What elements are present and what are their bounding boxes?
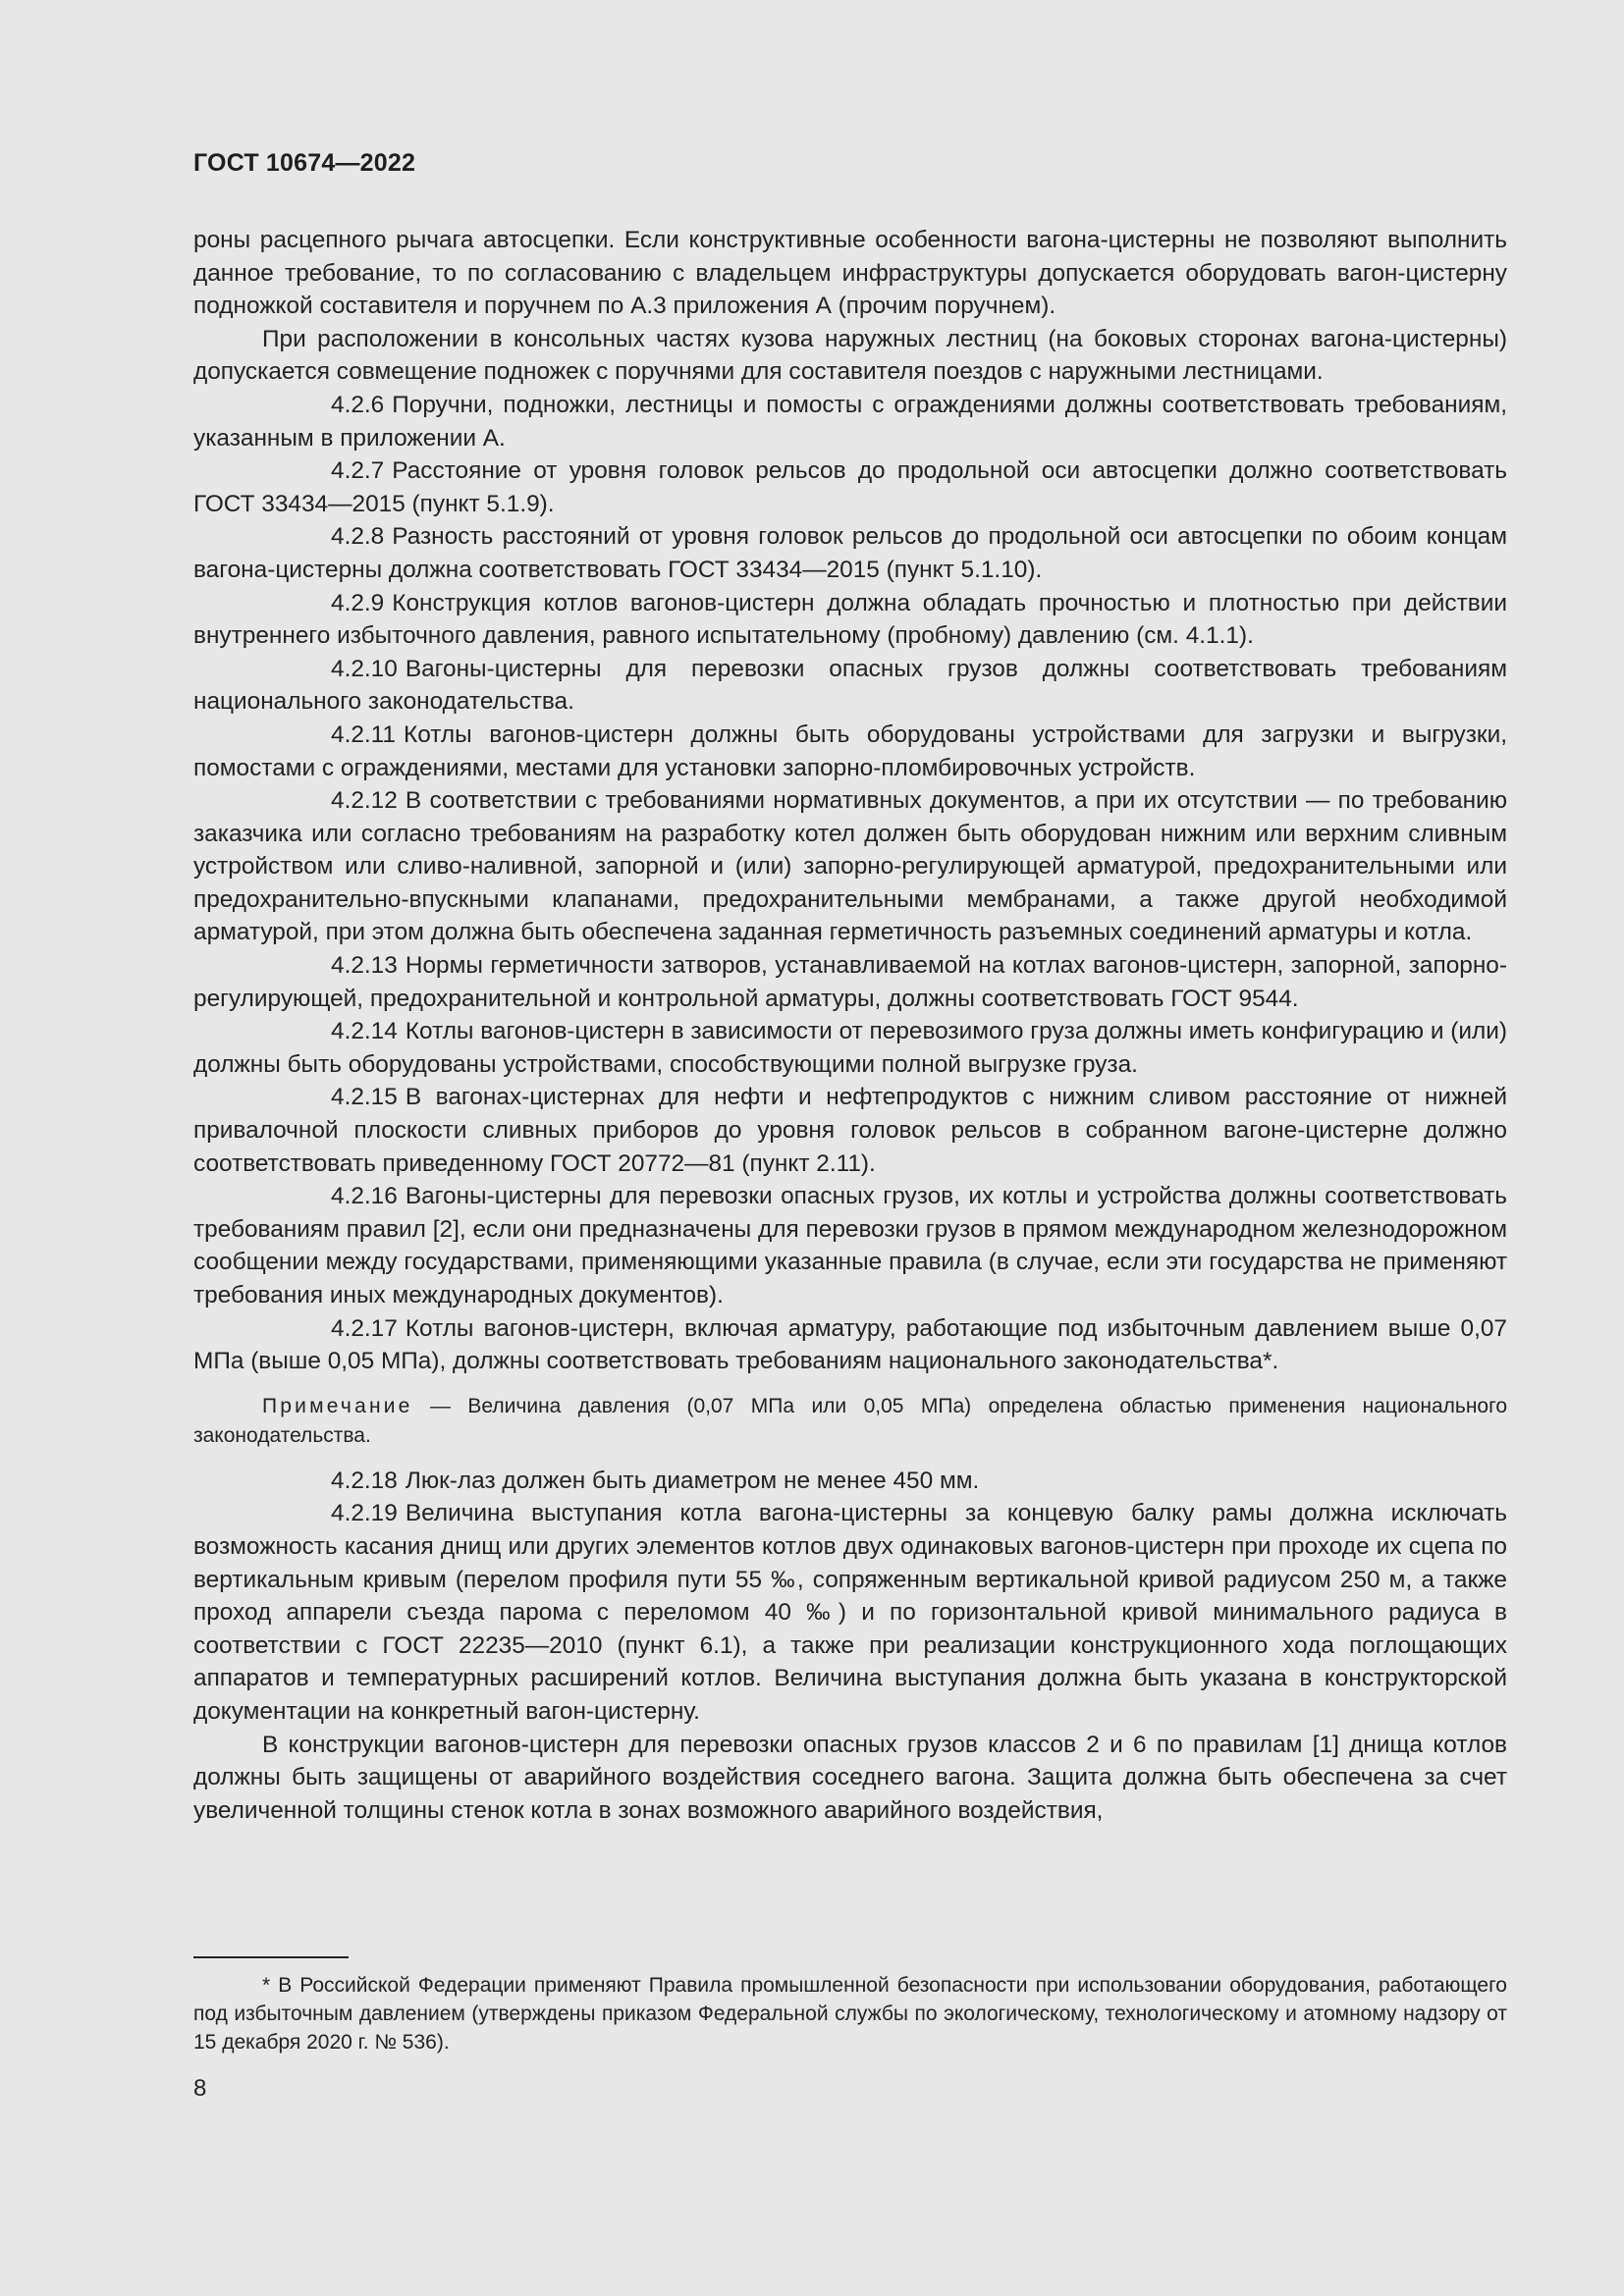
clause-4-2-9 — [193, 587, 1507, 653]
clause-text: Люк-лаз должен быть диаметром не менее 450 мм. — [405, 1467, 980, 1494]
clause-number: 4.2.7 — [331, 457, 385, 485]
paragraph: При расположении в консольных частях кузова наружных лестниц (на боковых сторонах вагона-цистерны) допускается совмещение подножек с поручнями для составителя поездов с наружными лестницами. — [193, 325, 1507, 386]
clause-4-2-6 — [193, 389, 1507, 454]
clause-4-2-8 — [193, 520, 1507, 586]
clause-number: 4.2.17 — [331, 1314, 398, 1342]
note — [193, 1392, 1507, 1451]
clause-number: 4.2.15 — [331, 1084, 398, 1111]
clause-text: Котлы вагонов-цистерн, включая арматуру, работающие под избыточным давлением выше 0,07 МПа (выше 0,05 МПа), должны соответствовать требованиям национального законодательства*. — [193, 1314, 1507, 1375]
clause-4-2-11 — [193, 719, 1507, 784]
footnote-divider — [193, 1956, 349, 1958]
note-text: — Величина давления (0,07 МПа или 0,05 МПа) определена областью применения национального законодательства. — [193, 1394, 1507, 1447]
clause-number: 4.2.19 — [331, 1500, 398, 1527]
paragraph-continued: роны расцепного рычага автосцепки. Если конструктивные особенности вагона-цистерны не позволяют выполнить данное требование, то по согласованию с владельцем инфраструктуры допускается оборудовать вагон-цистерну подножкой составителя и поручнем по А.3 приложения А (прочим поручнем). — [193, 227, 1507, 320]
body-text — [193, 224, 1507, 1827]
page-number: 8 — [193, 2075, 207, 2102]
clause-text: Нормы герметичности затворов, устанавливаемой на котлах вагонов-цистерн, запорной, запорно-регулирующей, предохранительной и контрольной арматуры, должны соответствовать ГОСТ 9544. — [193, 952, 1507, 1012]
clause-number: 4.2.6 — [331, 391, 385, 418]
clause-4-2-10 — [193, 653, 1507, 719]
clause-number: 4.2.12 — [331, 787, 398, 815]
clause-number: 4.2.16 — [331, 1183, 398, 1210]
footnote: * В Российской Федерации применяют Правила промышленной безопасности при использовании оборудования, работающего под избыточным давлением (утверждены приказом Федеральной службы по экологическому, технологическому и атомному надзору от 15 декабря 2020 г. № 536). — [193, 1974, 1507, 2054]
clause-number: 4.2.14 — [331, 1018, 398, 1045]
clause-4-2-12 — [193, 784, 1507, 949]
clause-text: В вагонах-цистернах для нефти и нефтепродуктов с нижним сливом расстояние от нижней привалочной плоскости сливных приборов до уровня головок рельсов в собранном вагоне-цистерне должно соответствовать приведенному ГОСТ 20772—81 (пункт 2.11). — [193, 1084, 1507, 1177]
clause-number: 4.2.11 — [331, 721, 397, 748]
paragraph-last: В конструкции вагонов-цистерн для перевозки опасных грузов классов 2 и 6 по правилам [1] днища котлов должны быть защищены от аварийного воздействия соседнего вагона. Защита должна быть обеспечена за счет увеличенной толщины стенок котла в зонах возможного аварийного воздействия, — [193, 1731, 1507, 1824]
clause-text: Конструкция котлов вагонов-цистерн должна обладать прочностью и плотностью при действии внутреннего избыточного давления, равного испытательному (пробному) давлению (см. 4.1.1). — [193, 589, 1507, 650]
clause-4-2-15 — [193, 1081, 1507, 1180]
clause-number: 4.2.9 — [331, 589, 385, 616]
clause-text: Расстояние от уровня головок рельсов до продольной оси автосцепки должно соответствовать ГОСТ 33434—2015 (пункт 5.1.9). — [193, 457, 1507, 517]
clause-number: 4.2.8 — [331, 523, 385, 551]
clause-4-2-16 — [193, 1180, 1507, 1311]
clause-number: 4.2.10 — [331, 655, 398, 682]
clause-text: Котлы вагонов-цистерн должны быть оборудованы устройствами для загрузки и выгрузки, помостами с ограждениями, местами для установки запорно-пломбировочных устройств. — [193, 721, 1507, 781]
clause-4-2-17 — [193, 1312, 1507, 1378]
clause-text: Вагоны-цистерны для перевозки опасных грузов, их котлы и устройства должны соответствовать требованиям правил [2], если они предназначены для перевозки грузов в прямом международном железнодорожном сообщении между государствами, применяющими указанные правила (в случае, если эти государства не применяют требования иных международных документов). — [193, 1183, 1507, 1308]
clause-4-2-18 — [193, 1465, 1507, 1498]
clause-number: 4.2.13 — [331, 952, 398, 980]
clause-text: Котлы вагонов-цистерн в зависимости от перевозимого груза должны иметь конфигурацию и (или) должны быть оборудованы устройствами, способствующими полной выгрузке груза. — [193, 1018, 1507, 1078]
clause-text: Разность расстояний от уровня головок рельсов до продольной оси автосцепки по обоим концам вагона-цистерны должна соответствовать ГОСТ 33434—2015 (пункт 5.1.10). — [193, 523, 1507, 583]
clause-number: 4.2.18 — [331, 1467, 398, 1494]
document-header: ГОСТ 10674—2022 — [193, 149, 416, 177]
clause-text: Вагоны-цистерны для перевозки опасных грузов должны соответствовать требованиям национального законодательства. — [193, 655, 1507, 716]
note-label: Примечание — [262, 1394, 413, 1417]
clause-4-2-7 — [193, 454, 1507, 520]
clause-text: Величина выступания котла вагона-цистерны за концевую балку рамы должна исключать возможность касания днищ или других элементов котлов двух одинаковых вагонов-цистерн при проходе их сцепа по вертикальным кривым (перелом профиля пути 55 ‰, сопряженным вертикальной кривой радиусом 250 м, а также проход аппарели съезда парома с переломом 40 ‰) и по горизонтальной кривой минимального радиуса в соответствии с ГОСТ 22235—2010 (пункт 6.1), а также при реализации конструкционного хода поглощающих аппаратов и температурных расширений котлов. Величина выступания должна быть указана в конструкторской документации на конкретный вагон-цистерну. — [193, 1500, 1507, 1725]
clause-text: В соответствии с требованиями нормативных документов, а при их отсутствии — по требованию заказчика или согласно требованиям на разработку котел должен быть оборудован нижним или верхним сливным устройством или сливо-наливной, запорной и (или) запорно-регулирующей арматурой, предохранительными или предохранительно-впускными клапанами, предохранительными мембранами, а также другой необходимой арматурой, при этом должна быть обеспечена заданная герметичность разъемных соединений арматуры и котла. — [193, 787, 1507, 946]
clause-4-2-13 — [193, 949, 1507, 1015]
clause-text: Поручни, подножки, лестницы и помосты с ограждениями должны соответствовать требованиям, указанным в приложении А. — [193, 391, 1507, 452]
clause-4-2-14 — [193, 1015, 1507, 1081]
clause-4-2-19 — [193, 1497, 1507, 1728]
